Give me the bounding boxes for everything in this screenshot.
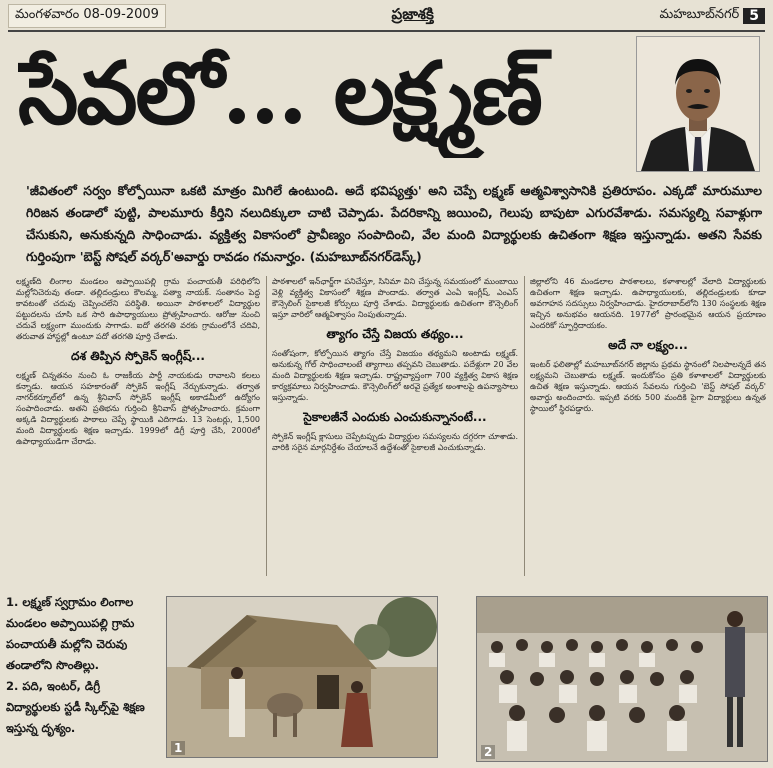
students-training-photo bbox=[476, 596, 768, 762]
column-divider bbox=[524, 276, 525, 576]
article-column-1 bbox=[16, 276, 260, 586]
page-header bbox=[8, 4, 765, 28]
article-paragraph: లక్ష్మణ్ చిన్నతనం నుంచి ఓ రాజకీయ పార్టీ నాయకుడు రావాలని కలలు కన్నాడు. ఆయన సహకారంతో స్పోకెన్ ఇంగ్లీష్ నేర్చుకున్నాడు. తర్వాత నాగర్‌కర్నూల్‌లో ఉన్న శ్రీనివాస్ స్పోకెన్ ఇంగ్లీష్ అకాడమీలో ఉద్యోగం సంపాదించాడు. అతని ప్రతిభను గుర్తించి శ్రీనివాస్ ప్రోత్సహించారు. క్రమంగా అక్కడి విద్యార్థులకు పాఠాలు చెప్పే స్థాయికి ఎదిగాడు. 13 సెంటర్లు, 1,500 మంది విద్యార్థులకు శిక్షణ ఇచ్చాడు. 1999లో డిగ్రీ పూర్తి చేసి, 2000లో ఉపాధ్యాయుడిగా చేరాడు. bbox=[16, 371, 260, 446]
classroom-crowd-icon bbox=[477, 597, 767, 761]
section-heading: దశ తిప్పిన స్పోకెన్ ఇంగ్లీష్... bbox=[71, 349, 205, 363]
portrait-photo bbox=[636, 36, 760, 172]
section-heading: సైకాలజీనే ఎందుకు ఎంచుకున్నానంటే... bbox=[303, 410, 487, 424]
caption-item-1: 1. లక్ష్మణ్ స్వగ్రామం లింగాల మండలం అప్పాయిపల్లి గ్రామ పంచాయతీ మల్లోని చెరువు తండాలోని సొంతిల్లు. bbox=[6, 595, 135, 672]
article-column-2 bbox=[272, 276, 518, 586]
column-divider bbox=[266, 276, 267, 576]
newspaper-name: ప్రజాశక్తి bbox=[391, 5, 434, 23]
photo-number: 2 bbox=[481, 745, 495, 759]
article-paragraph: పాఠశాలలో ఇన్‌ఛార్జ్‌గా పనిచేస్తూ, సినిమా విని చేస్తున్న సమయంలో ముంబాయి వెళ్లి వ్యక్తిత్వ వికాసంలో శిక్షణ పొందాడు. తర్వాత ఎంఏ ఇంగ్లీష్, ఎంఎస్ కౌన్సెలింగ్ సైకాలజీ కోర్సులు పూర్తి చేశాడు. విద్యార్థులకు ఉచితంగా కౌన్సెలింగ్ ఇస్తూ వారిలో ఆత్మవిశ్వాసం నింపుతున్నాడు. bbox=[272, 277, 518, 319]
issue-date: మంగళవారం 08-09-2009 bbox=[8, 4, 166, 28]
section-heading: త్యాగం చేస్తే విజయ తథ్యం... bbox=[326, 327, 464, 341]
caption-item-2: 2. పది, ఇంటర్, డిగ్రీ విద్యార్థులకు స్టడీ స్కిల్స్‌పై శిక్షణ ఇస్తున్న దృశ్యం. bbox=[6, 679, 145, 735]
edition-name: మహబూబ్‌నగర్ bbox=[659, 7, 740, 22]
headline: సేవలో... లక్ష్మణ్ bbox=[18, 43, 541, 144]
article-column-3 bbox=[530, 276, 766, 586]
edition-label bbox=[659, 7, 765, 25]
article-paragraph: స్పోకెన్ ఇంగ్లీష్ క్లాసులు చెప్పేటప్పుడు విద్యార్థుల సమస్యలను దగ్గరగా చూశాడు. వారికి సరైన మార్గనిర్దేశం చేయాలనే ఉద్దేశంతో సైకాలజీ ఎంచుకున్నాడు. bbox=[272, 432, 518, 452]
article-paragraph: లక్ష్మణ్‌ది లింగాల మండలం అప్పాయిపల్లి గ్రామ పంచాయతీ పరిధిలోని మల్లోనిచెరువు తండా. తల్లిదండ్రులు కౌలమ్మ, పత్యా నాయక్. సంతానం పెద్ద కావటంతో చదువు చెప్పించలేని పరిస్థితి. అయినా పాఠశాలలో విద్యార్థుల పట్టుదలను చూసి ఒక సారి ఉపాధ్యాయులు ప్రోత్సహించారు. ఆరోజు నుంచి చదువే లక్ష్యంగా ముందుకు సాగాడు. ఐదో తరగతి వరకు గ్రామంలోనే చదివి, తరువాత హాస్టల్లో ఉంటూ పదో తరగతి పూర్తి చేశాడు. bbox=[16, 277, 260, 341]
article-paragraph: ఇంటర్ ఫలితాల్లో మహబూబ్‌నగర్ జిల్లాను ప్రథమ స్థానంలో నిలపాలన్నదే తన లక్ష్యమని చెబుతాడు లక్ష్మణ్. ఇందుకోసం ప్రతి కళాశాలలో విద్యార్థులకు ఉచిత శిక్షణ ఇస్తున్నాడు. ఆయన సేవలను గుర్తించి 'బెస్ట్ సోషల్ వర్కర్' అవార్డు అందించారు. ఇప్పటి వరకు 500 మందికి పైగా విద్యార్థులు ఉన్నత స్థాయిలో స్థిరపడ్డారు. bbox=[530, 360, 766, 413]
photo-caption-box bbox=[6, 592, 158, 742]
article-paragraph: జిల్లాలోని 46 మండలాల పాఠశాలలు, కళాశాలల్లో వేలాది విద్యార్థులకు ఉచితంగా శిక్షణ ఇచ్చాడు. ఉపాధ్యాయులకు, తల్లిదండ్రులకు కూడా అవగాహన సదస్సులు నిర్వహించాడు. హైదరాబాద్‌లోని 130 సంస్థలకు శిక్షణ ఇచ్చిన అనుభవం ఆయనది. 1977లో ప్రారంభమైన ఆయన ప్రయాణం ఎందరికో స్ఫూర్తిదాయకం. bbox=[530, 277, 766, 330]
article-paragraph: సంతోషంగా, కోల్పోయిన త్యాగం చేస్తే విజయం తథ్యమని అంటాడు లక్ష్మణ్. అనుకున్న గోల్ సాధించాలంటే త్యాగాలు తప్పవని చెబుతాడు. పదేళ్లుగా 20 వేల మంది విద్యార్థులకు శిక్షణ ఇచ్చాడు. రాష్ట్రవ్యాప్తంగా 700 వ్యక్తిత్వ వికాస శిక్షణ కార్యక్రమాలు నిర్వహించాడు. కౌన్సెలింగ్‌లో అరవై ప్రత్యేక అంశాలపై ఉపన్యాసాలు ఇస్తున్నాడు. bbox=[272, 349, 518, 402]
person-portrait-icon bbox=[637, 37, 759, 171]
section-heading: అదే నా లక్ష్యం... bbox=[608, 338, 688, 352]
page-number: 5 bbox=[743, 8, 765, 24]
photo-number: 1 bbox=[171, 741, 185, 755]
thatched-hut-icon bbox=[167, 597, 437, 757]
village-house-photo bbox=[166, 596, 438, 758]
lead-paragraph: 'జీవితంలో సర్వం కోల్పోయినా ఒకటి మాత్రం మిగిలే ఉంటుంది. అదే భవిష్యత్తు' అని చెప్పే లక్ష్మణ్ ఆత్మవిశ్వాసానికి ప్రతిరూపం. ఎక్కడో మారుమూల గిరిజన తండాలో పుట్టి, పాలమూరు కీర్తిని నలుదిక్కులా చాటి చెప్పాడు. పేదరికాన్ని జయించి, గెలుపు బాపుటా ఎగురవేశాడు. సమస్యల్ని సవాళ్లుగా చేసుకుని, అనుకున్నది సాధించాడు. వ్యక్తిత్వ వికాసంలో ప్రావీణ్యం సంపాదించి, వేల మంది విద్యార్థులకు ఉచితంగా శిక్షణ ఇస్తున్నాడు. అతని సేవకు గుర్తింపుగా 'బెస్ట్ సోషల్ వర్కర్'అవార్డు రావడం గమనార్హం. (మహబూబ్‌నగర్‌డెస్క్) bbox=[26, 183, 762, 264]
